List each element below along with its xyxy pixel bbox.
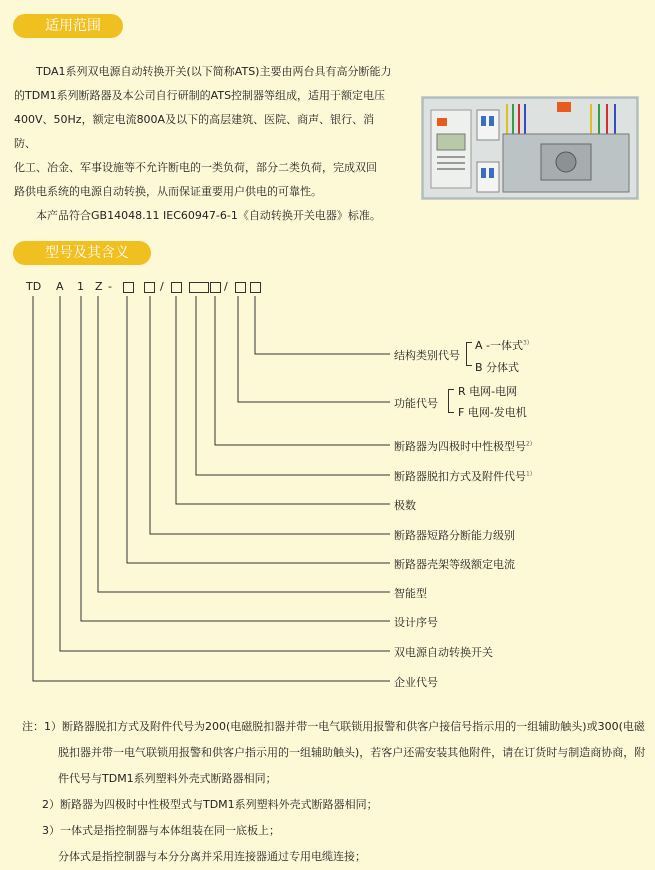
note-2 [22, 792, 650, 818]
legend-frame-current [394, 556, 515, 572]
note-text: 脱扣器并带一电气联锁用报警和供客户指示用的一组辅助触头)，若客户还需安装其他附件，请在订货时与制造商协商，附 [58, 746, 646, 759]
notes [22, 714, 650, 870]
legend-label-text: 极数 [394, 499, 416, 512]
code-a: A [56, 280, 64, 293]
struct-opt-text: B 分体式 [475, 361, 520, 374]
code-dash: - [108, 280, 112, 293]
section-title-text: 型号及其含义 [45, 245, 129, 261]
legend-label-text: 断路器短路分断能力级别 [394, 529, 515, 542]
intro-paragraph-2: 本产品符合GB14048.11 IEC60947-6-1《自动转换开关电器》标准。 [36, 209, 381, 222]
code-company: TD [26, 280, 42, 293]
footnote-mark: 3) [523, 339, 530, 347]
note-3a [22, 818, 650, 844]
legend-label-text: 结构类别代号 [394, 349, 460, 362]
note-1-line-3 [22, 766, 650, 792]
legend-label-text: 企业代号 [394, 676, 438, 689]
legend-label-text: 双电源自动转换开关 [394, 646, 493, 659]
legend-label-text: 断路器为四极时中性极型号 [394, 440, 526, 453]
note-text: 断路器脱扣方式及附件代号为200(电磁脱扣器并带一电气联锁用报警和供客户接信号指示用的一组辅助触头)或300(电磁 [62, 720, 645, 733]
note-1-line-1 [22, 714, 650, 740]
legend-trip-accessory [394, 468, 532, 484]
intro-line-3: 400V、50Hz，额定电流800A及以下的高层建筑、医院、商声、银行、消防、 [14, 113, 375, 150]
note-prefix: 注：1） [22, 720, 62, 733]
legend-breaking-capacity [394, 527, 515, 543]
intro-line-2: 的TDM1系列断路器及本公司自行研制的ATS控制器等组成，适用于额定电压 [14, 89, 386, 102]
func-opt-text: F 电网-发电机 [458, 406, 527, 419]
func-opt-f [458, 404, 527, 420]
legend-intelligent [394, 585, 427, 601]
footnote-mark: 1) [526, 470, 533, 478]
note-text: 2）断路器为四极时中性极型式与TDM1系列塑料外壳式断路器相同； [42, 798, 378, 811]
struct-opt-text: A -一体式 [475, 339, 523, 352]
section-title-text: 适用范围 [45, 18, 101, 34]
legend-label-text: 智能型 [394, 587, 427, 600]
note-text: 3）一体式是指控制器与本体组装在同一底板上； [42, 824, 280, 837]
note-text: 件代号与TDM1系列塑料外壳式断路器相同； [58, 772, 277, 785]
func-opt-text: R 电网-电网 [458, 385, 518, 398]
func-opt-r [458, 383, 517, 399]
legend-poles [394, 497, 416, 513]
struct-opt-a [475, 337, 529, 353]
note-3b [22, 844, 650, 870]
intro-line-4: 化工、冶金、军事设施等不允许断电的一类负荷，部分二类负荷，完成双回 [14, 161, 377, 174]
code-1: 1 [77, 280, 84, 293]
legend-design-serial [394, 614, 438, 630]
intro-line-1: TDA1系列双电源自动转换开关(以下简称ATS)主要由两台具有高分断能力 [36, 65, 392, 78]
legend-label-text: 断路器脱扣方式及附件代号 [394, 470, 526, 483]
intro-line-5: 路供电系统的电源自动转换，从而保证重要用户供电的可靠性。 [14, 185, 322, 198]
brace-structure [466, 342, 472, 366]
legend-company [394, 674, 438, 690]
legend-label-text: 功能代号 [394, 397, 438, 410]
legend-ats [394, 644, 493, 660]
note-text: 分体式是指控制器与本分分离并采用连接器通过专用电缆连接； [58, 850, 366, 863]
legend-function [394, 395, 438, 411]
legend-label-text: 断路器壳架等级额定电流 [394, 558, 515, 571]
code-slash: / [224, 280, 228, 293]
code-z: Z [95, 280, 103, 293]
legend-neutral [394, 438, 532, 454]
brace-function [448, 389, 454, 413]
legend-structure [394, 347, 460, 363]
legend-label-text: 设计序号 [394, 616, 438, 629]
footnote-mark: 2) [526, 440, 533, 448]
struct-opt-b [475, 359, 519, 375]
code-slash: / [160, 280, 164, 293]
note-1-line-2 [22, 740, 650, 766]
